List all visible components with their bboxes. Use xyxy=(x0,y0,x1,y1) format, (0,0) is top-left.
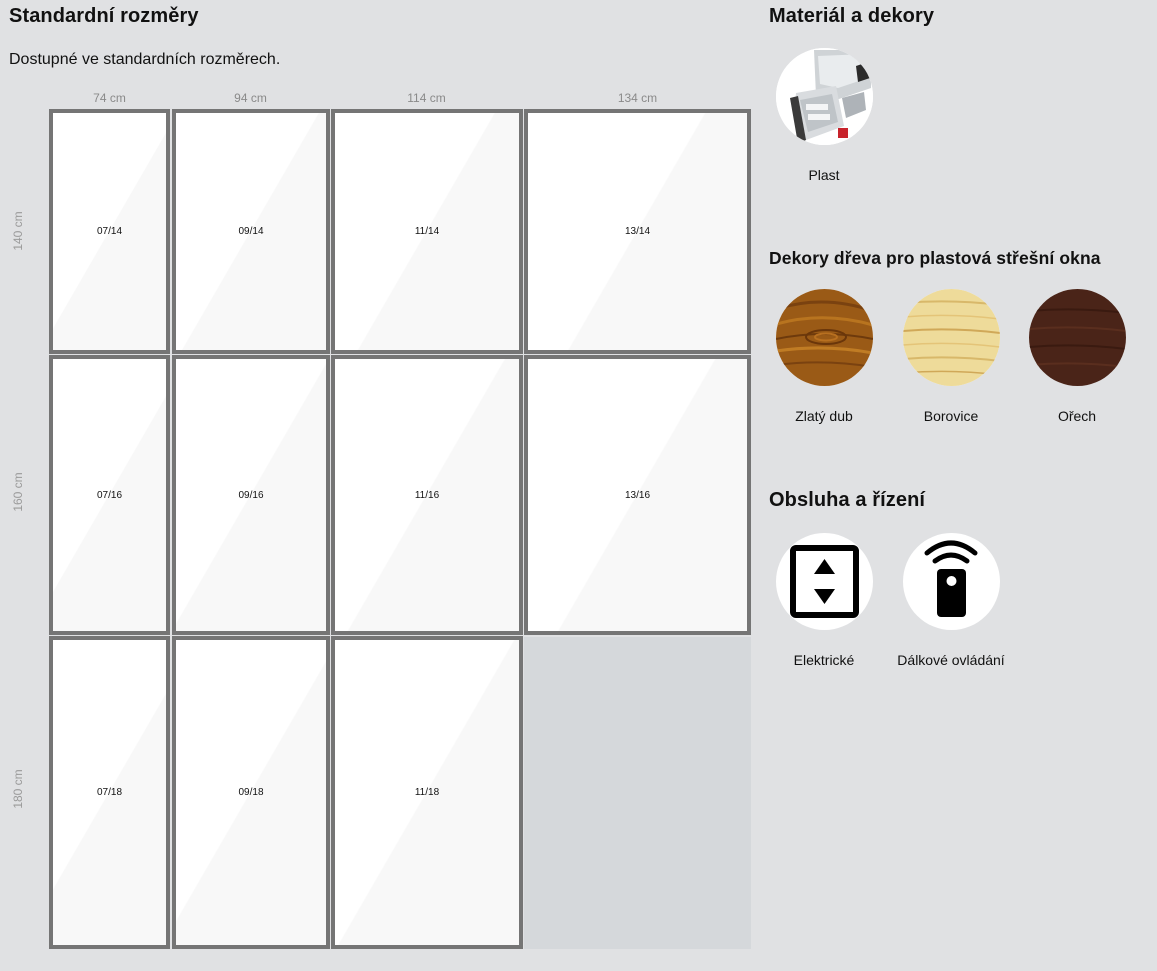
size-code: 07/18 xyxy=(96,787,123,798)
decor-label: Zlatý dub xyxy=(795,408,853,424)
size-cell-11-16[interactable] xyxy=(331,355,523,635)
column-label-114: 114 cm xyxy=(407,91,446,105)
walnut-swatch xyxy=(1029,289,1126,386)
golden-oak-swatch xyxy=(776,289,873,386)
size-cell-07-16[interactable] xyxy=(49,355,170,635)
size-code: 11/16 xyxy=(414,489,440,501)
row-label-180: 180 cm xyxy=(11,769,25,809)
size-code: 09/18 xyxy=(238,787,264,798)
column-label-94: 94 cm xyxy=(234,91,267,105)
empty-size-cell xyxy=(524,637,751,949)
size-cell-11-18[interactable] xyxy=(331,636,523,949)
size-cell-09-16[interactable] xyxy=(172,355,330,635)
decor-label: Ořech xyxy=(1057,408,1097,424)
size-cell-13-16[interactable] xyxy=(524,355,751,635)
size-cell-11-14[interactable] xyxy=(331,109,523,354)
sizes-subtitle: Dostupné ve standardních rozměrech. xyxy=(9,51,281,68)
control-label: Dálkové ovládání xyxy=(897,652,1005,668)
size-cell-13-14[interactable] xyxy=(524,109,751,354)
control-item-remote[interactable] xyxy=(886,533,1016,668)
size-cell-09-18[interactable] xyxy=(172,636,330,949)
control-item-electric[interactable] xyxy=(759,533,889,668)
size-cell-07-14[interactable] xyxy=(49,109,170,354)
material-title: Materiál a dekory xyxy=(769,5,935,27)
size-code: 09/16 xyxy=(238,489,264,501)
material-item-plast[interactable] xyxy=(759,48,889,183)
decor-item-pine[interactable] xyxy=(886,289,1016,424)
decors-title: Dekory dřeva pro plastová střešní okna xyxy=(769,248,1101,268)
remote-control-icon xyxy=(903,533,1000,630)
material-label: Plast xyxy=(808,167,840,183)
size-cell-07-18[interactable] xyxy=(49,636,170,949)
pine-swatch xyxy=(903,289,1000,386)
size-code: 11/18 xyxy=(414,787,440,798)
size-code: 09/14 xyxy=(238,226,264,237)
size-code: 07/16 xyxy=(96,489,123,501)
sizes-title: Standardní rozměry xyxy=(9,5,199,27)
column-label-74: 74 cm xyxy=(93,91,126,105)
decor-item-walnut[interactable] xyxy=(1012,289,1142,424)
size-code: 13/14 xyxy=(624,226,651,237)
plastic-profile-icon xyxy=(776,48,873,145)
size-code: 11/14 xyxy=(414,226,440,237)
decor-item-golden-oak[interactable] xyxy=(759,289,889,424)
column-label-134: 134 cm xyxy=(617,91,658,105)
control-label: Elektrické xyxy=(793,652,855,668)
size-code: 13/16 xyxy=(624,489,651,501)
control-title: Obsluha a řízení xyxy=(769,489,926,511)
row-label-160: 160 cm xyxy=(11,472,25,512)
electric-up-down-icon xyxy=(776,533,873,630)
size-cell-09-14[interactable] xyxy=(172,109,330,354)
row-label-140: 140 cm xyxy=(11,211,25,251)
decor-label: Borovice xyxy=(923,408,979,424)
size-code: 07/14 xyxy=(96,226,123,237)
